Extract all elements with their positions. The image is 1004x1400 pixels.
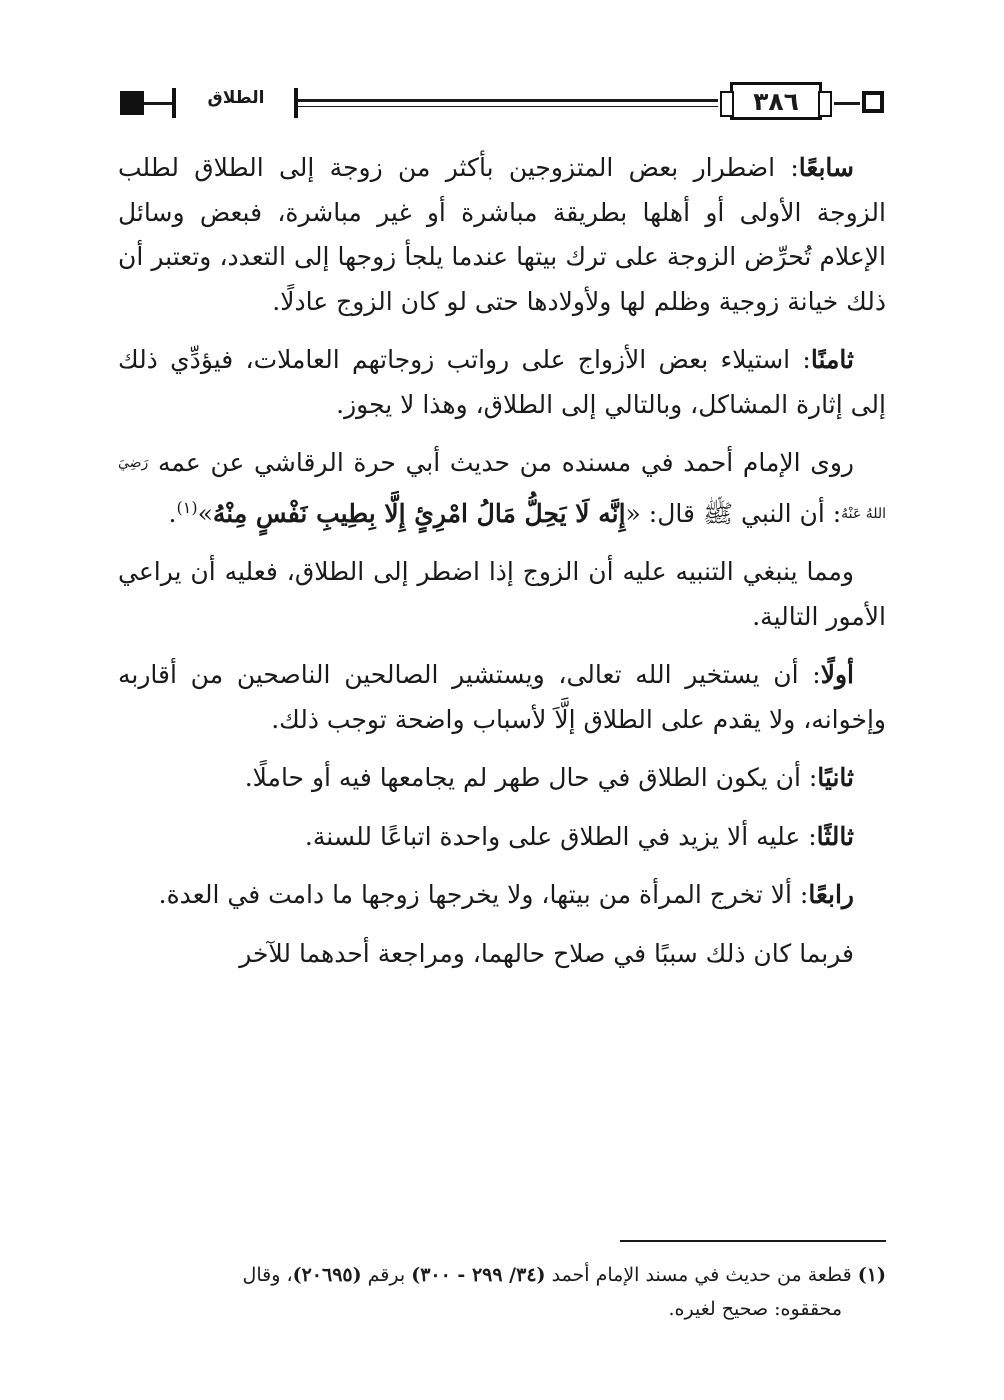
header-square-filled-ornament [120,91,144,115]
paragraph-text: روى الإمام أحمد في مسنده من حديث أبي حرة الرقاشي عن عمه [148,448,854,477]
footnote-reference: (١) [176,497,198,517]
page-number: ٣٨٦ [730,82,822,120]
footnote-number: (١) [857,1264,886,1286]
paragraph-hadith [118,441,886,536]
page-header [118,82,886,126]
paragraph-lead: رابعًا [808,880,854,909]
paragraph-seventh [118,146,886,324]
footnote-text: قطعة من حديث في مسند الإمام أحمد [545,1264,858,1286]
paragraph-text: فربما كان ذلك سببًا في صلاح حالهما، ومراجعة أحدهما للآخر [239,938,854,968]
running-title: الطلاق [207,88,265,108]
header-bar-ornament [294,88,298,118]
paragraph-lead: أولًا [820,660,854,689]
paragraph-text: قال: « [625,498,703,528]
paragraph-first [118,653,886,742]
paragraph-lead: ثامنًا [810,345,854,374]
quote-close: » [197,498,213,528]
honorific-prophet: ﷺ [702,498,734,528]
footnote-separator [620,1240,886,1242]
main-text [118,146,886,990]
header-bar-ornament [172,88,176,118]
paragraph-text: : اضطرار بعض المتزوجين بأكثر من زوجة إلى الطلاق لطلب الزوجة الأولى أو أهلها بطريقة مباشرة أو غير مباشرة، فبعض وسائل الإعلام تُحرِّض الزوجة على ترك بيتها عندما يلجأ زوجها إلى التعدد، وتعتبر أن ذلك خيانة زوجية وظلم لها ولأولادها حتى لو كان الزوج عادلًا. [118,153,886,316]
paragraph-fourth [118,873,886,918]
header-square-outline-ornament [862,91,884,113]
footnote-second-line: محققوه: صحيح لغيره. [668,1298,842,1320]
footnote-citation-number: (٢٠٦٩٥) [292,1264,362,1286]
paragraph-eighth [118,338,886,427]
footnote-text: برقم [361,1264,412,1286]
paragraph-text: : أن يكون الطلاق في حال طهر لم يجامعها فيه أو حاملًا. [244,763,818,792]
paragraph-continuation [118,932,886,977]
footnote-text: ، وقال [242,1264,293,1286]
footnote [118,1258,886,1326]
paragraph-third [118,815,886,860]
paragraph-text: : أن يستخير الله تعالى، ويستشير الصالحين الناصحين من أقاربه وإخوانه، ولا يقدم على الطلاق إلَّاَ لأسباب واضحة توجب ذلك. [118,660,886,734]
paragraph-lead: ثانيًا [817,763,854,792]
paragraph-text: : ألا تخرج المرأة من بيتها، ولا يخرجها زوجها ما دامت في العدة. [158,880,809,909]
paragraph-end: . [168,498,177,528]
header-rule [144,102,172,105]
footnote-citation: (٣٤/ ٢٩٩ - ٣٠٠) [411,1264,546,1286]
paragraph-text: ومما ينبغي التنبيه عليه أن الزوج إذا اضطر إلى الطلاق، فعليه أن يراعي الأمور التالية. [118,557,886,631]
paragraph-second [118,756,886,801]
honorific-companion: رَضِيَ اللهُ عَنْهُ [118,455,886,522]
paragraph-lead: ثالثًا [816,821,854,851]
hadith-quote: إِنَّه لَا يَحِلُّ مَالُ امْرِئٍ إِلَّا بِطِيبِ نَفْسٍ مِنْهُ [212,498,626,528]
header-rule [834,102,860,105]
paragraph-text: : أن النبي [733,498,842,528]
paragraph-text: : عليه ألا يزيد في الطلاق على واحدة اتباعًا للسنة. [304,821,817,851]
paragraph-intro-list [118,550,886,639]
paragraph-text: : استيلاء بعض الأزواج على رواتب زوجاتهم العاملات، فيؤدِّي ذلك إلى إثارة المشاكل، وبالتالي إلى الطلاق، وهذا لا يجوز. [118,345,886,419]
header-rule [298,99,718,102]
paragraph-lead: سابعًا [798,153,854,182]
header-rule [298,106,718,107]
